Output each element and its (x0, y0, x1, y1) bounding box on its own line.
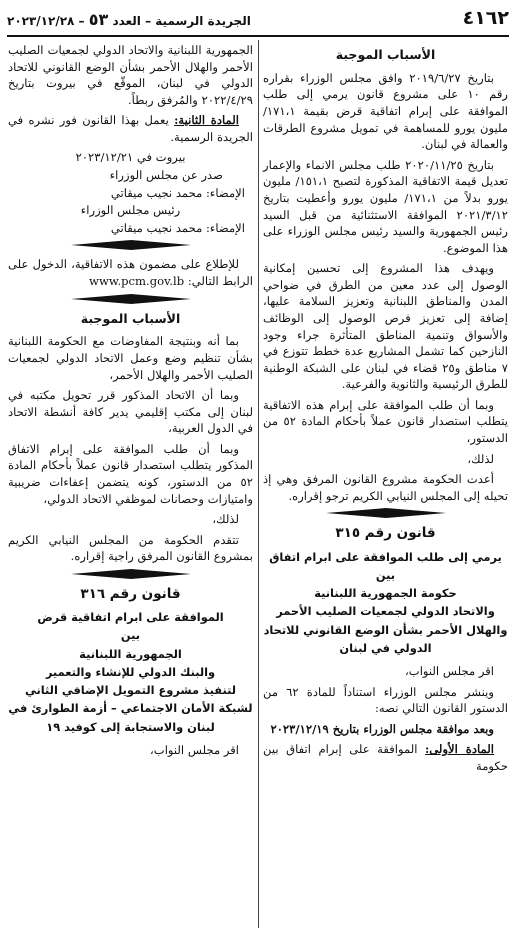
page-header (7, 6, 509, 37)
law-315-title: قانون رقم ٣١٥ (335, 525, 436, 542)
reasons-para: تتقدم الحكومة من المجلس النيابي الكريم بمشروع القانون المرفق راجية إقراره. (8, 532, 253, 564)
separator-ornament (8, 240, 253, 250)
law-315-body: اقر مجلس النواب، (405, 664, 494, 679)
reasons-para: لذلك، (467, 451, 494, 466)
separator-ornament (263, 508, 508, 518)
law-315-sub-line: والاتحاد الدولي لجمعيات الصليب الأحمر والهلال الأحمر بشأن الوضع القانوني للاتحاد الدولي في لبنان (263, 604, 508, 655)
law-316-sub-line: والبنك الدولي للإنشاء والتعمير (45, 664, 216, 679)
reasons-para: بما أنه وبنتيجة المفاوضات مع الحكومة اللبنانية بشأن تنظيم وضع وعمل الاتحاد الدولي لجمعيات الصليب الأحمر والهلال الأحمر، (8, 334, 253, 382)
reasons-heading-1: الأسباب الموجبة (335, 47, 436, 62)
law-316-body: اقر مجلس النواب، (150, 742, 239, 757)
pm-title: رئيس مجلس الوزراء (80, 203, 181, 218)
separator-ornament (8, 294, 253, 304)
journal-name: الجريدة الرسمية (155, 14, 251, 29)
journal-title: الجريدة الرسمية – العدد ٥٣ – ٢٠٢٣/١٢/٢٨ (7, 10, 251, 30)
issue-number: ٥٣ (88, 10, 109, 30)
article-2-label: المادة الثانية: (174, 113, 239, 128)
article-1 (263, 741, 508, 774)
law-316-sub-line: لتنفيذ مشروع التمويل الإضافي الثاني لشبكة الأمان الاجتماعي – أزمة الطوارئ في لبنان والاستجابة إلى كوفيد ١٩ (8, 683, 253, 734)
law-316-sub-line: بين (120, 628, 141, 643)
column-divider (258, 40, 259, 928)
law-315-sub-line: بين (375, 567, 396, 582)
signature-1: الإمضاء: محمد نجيب ميقاتي (110, 185, 245, 200)
reasons-para: بتاريخ ٢٠١٩/٦/٢٧ وافق مجلس الوزراء بقراره رقم ١٠ على مشروع قانون يرمي إلى طلب الموافقة على إبرام اتفاقية قرض بقيمة ١٧١،١/ مليون يورو للمساهمة في تمويل مشروع الطرقات والعمالة في لبنان. (263, 70, 508, 152)
reasons-para: وبما أن طلب الموافقة على إبرام هذه الاتفاقية يتطلب استصدار قانون عملاً بأحكام المادة ٥٢ من الدستور، (263, 397, 508, 446)
law-315-sub-line: حكومة الجمهورية اللبنانية (314, 586, 457, 601)
reasons-para: بتاريخ ٢٠٢٠/١١/٢٥ طلب مجلس الانماء والإعمار تعديل قيمة الاتفاقية المذكورة لتصبح ١٥١،١/ مليون يورو بدلاً من ١٧١،١/ مليون يورو وأعطيت بتاريخ ٢٠٢١/٣/١٢ الموافقة الاستثنائية من قبل السيد رئيس الجمهورية والسيد رئيس مجلس الوزراء على هذا الموضوع. (263, 157, 508, 255)
law-315-body: وبعد موافقة مجلس الوزراء بتاريخ ٢٠٢٣/١٢/١٩ (270, 721, 494, 736)
law-315-body: وينشر مجلس الوزراء استناداً للمادة ٦٢ من الدستور القانون التالي نصه: (263, 684, 508, 716)
reasons-para: ويهدف هذا المشروع إلى تحسين إمكانية الوصول إلى عدد معين من الطرق في ضواحي المدن والمناطق اللبنانية وتعزيز السلامة عليها، إضافة إلى تعزيز فرص الوصول إلى الوظائف والأسواق وتنمية المناطق المتأثرة جراء وجود النازحين كما تشمل المشاريع عدة خطط تتوزع في ٧ مناطق و٢٥ قضاء في لبنان على الشبكة الوطنية للطرق الرئيسية والثانوية والفرعية. (263, 261, 509, 392)
left-column (8, 42, 253, 763)
issue-label: العدد (112, 14, 141, 29)
article-2-text: يعمل بهذا القانون فور نشره في الجريدة الرسمية. (8, 113, 253, 144)
article-1-continuation: الجمهورية اللبنانية والاتحاد الدولي لجمعيات الصليب الأحمر والهلال الأحمر بشأن الوضع القانوني للاتحاد الدولي في لبنان، الموقّع في بيروت بتاريخ ٢٠٢٢/٤/٢٩ والمُرفق ربطاً. (8, 43, 253, 107)
law-316-subtitle (8, 608, 253, 736)
reasons-para: لذلك، (212, 512, 239, 527)
info-text (8, 256, 253, 289)
reasons-para: وبما أن طلب الموافقة على إبرام الاتفاق المذكور يتطلب استصدار قانون عملاً بأحكام المادة ٥٢ من الدستور، كونه يتضمن إعفاءات ضريبية وامتيازات وحصانات لموظفي الاتحاد الدولي، (8, 441, 253, 506)
signature-2: الإمضاء: محمد نجيب ميقاتي (110, 220, 245, 235)
law-316-title: قانون رقم ٣١٦ (80, 585, 181, 602)
page-number: ٤١٦٢ (462, 6, 509, 29)
info-text-label: للإطلاع على مضمون هذه الاتفاقية، الدخول على الرابط التالي: (8, 257, 253, 288)
article-1-label: المادة الأولى: (424, 742, 494, 757)
law-315-subtitle (263, 548, 508, 658)
reasons-heading-2: الأسباب الموجبة (80, 310, 181, 326)
place-date: بيروت في ٢٠٢٣/١٢/٢١ (75, 150, 186, 165)
issue-date: ٢٠٢٣/١٢/٢٨ (7, 14, 75, 29)
reasons-para: وبما أن الاتحاد المذكور قرر تحويل مكتبه في لبنان إلى مكتب إقليمي يدير كافة أنشطة الاتحاد في الدول العربية، (8, 388, 253, 436)
separator-ornament (8, 569, 253, 579)
article-1-text: الموافقة على إبرام اتفاق بين حكومة (263, 742, 508, 774)
law-316-sub-line: الجمهورية اللبنانية (79, 646, 182, 661)
law-316-sub-line: الموافقة على ابرام اتفاقية قرض (37, 610, 224, 625)
issued-by: صدر عن مجلس الوزراء (109, 168, 223, 183)
info-url-link[interactable]: www.pcm.gov.lb (89, 273, 185, 288)
right-column (263, 42, 508, 779)
law-315-sub-line: يرمي إلى طلب الموافقة على ابرام اتفاق (269, 549, 502, 564)
article-2 (8, 112, 253, 145)
reasons-para: أعدت الحكومة مشروع القانون المرفق وهي إذ تحيله إلى المجلس النيابي الكريم ترجو إقراره. (263, 472, 508, 503)
